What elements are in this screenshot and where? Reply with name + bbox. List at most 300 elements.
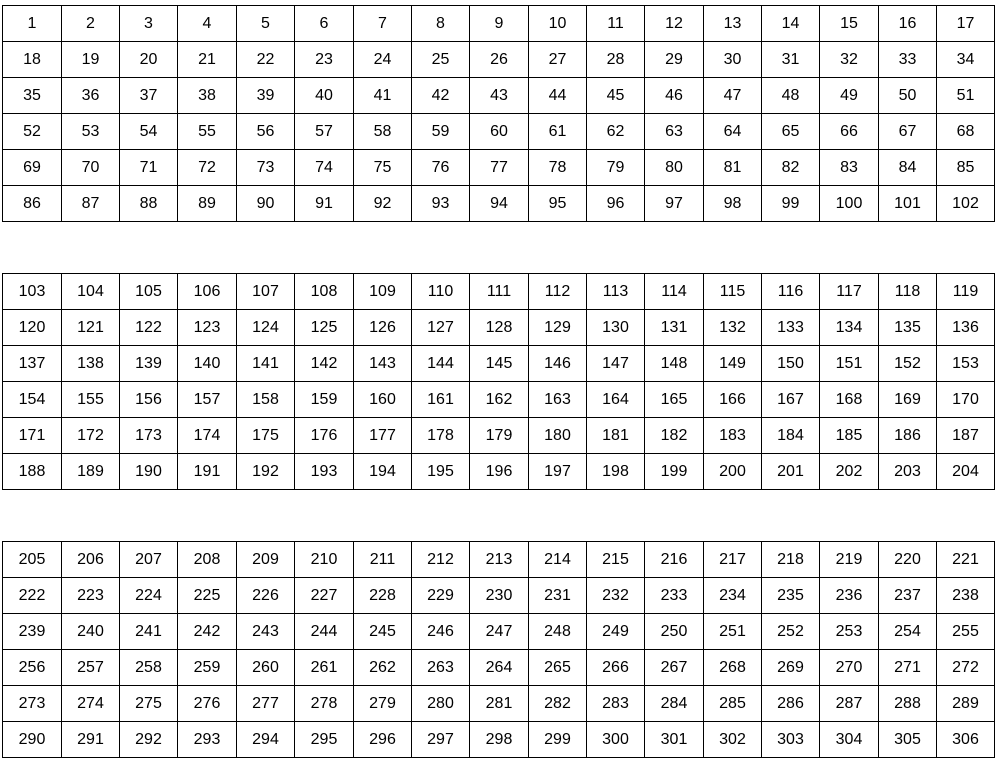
table-cell: 189 — [62, 454, 120, 490]
table-cell: 51 — [937, 78, 995, 114]
table-cell: 89 — [178, 186, 237, 222]
table-row — [3, 454, 995, 490]
table-cell: 254 — [879, 614, 937, 650]
table-cell: 104 — [62, 274, 120, 310]
table-cell: 230 — [470, 578, 529, 614]
table-cell: 170 — [937, 382, 995, 418]
table-cell: 36 — [62, 78, 120, 114]
table-cell: 240 — [62, 614, 120, 650]
table-cell: 38 — [178, 78, 237, 114]
table-cell: 244 — [295, 614, 354, 650]
table-cell: 218 — [762, 542, 820, 578]
table-cell: 2 — [62, 6, 120, 42]
table-cell: 102 — [937, 186, 995, 222]
table-cell: 53 — [62, 114, 120, 150]
table-cell: 4 — [178, 6, 237, 42]
table-cell: 207 — [120, 542, 178, 578]
table-cell: 122 — [120, 310, 178, 346]
table-cell: 34 — [937, 42, 995, 78]
table-cell: 68 — [937, 114, 995, 150]
table-cell: 236 — [820, 578, 879, 614]
table-cell: 66 — [820, 114, 879, 150]
table-cell: 110 — [412, 274, 470, 310]
table-cell: 291 — [62, 722, 120, 758]
table-cell: 280 — [412, 686, 470, 722]
table-cell: 245 — [354, 614, 412, 650]
table-cell: 190 — [120, 454, 178, 490]
table-cell: 272 — [937, 650, 995, 686]
table-cell: 10 — [529, 6, 587, 42]
table-cell: 11 — [587, 6, 645, 42]
table-cell: 159 — [295, 382, 354, 418]
number-table-3 — [2, 541, 995, 758]
table-cell: 113 — [587, 274, 645, 310]
table-cell: 52 — [3, 114, 62, 150]
table-cell: 174 — [178, 418, 237, 454]
table-cell: 69 — [3, 150, 62, 186]
table-cell: 219 — [820, 542, 879, 578]
table-row — [3, 346, 995, 382]
table-cell: 147 — [587, 346, 645, 382]
table-cell: 133 — [762, 310, 820, 346]
table-cell: 214 — [529, 542, 587, 578]
table-cell: 193 — [295, 454, 354, 490]
table-cell: 49 — [820, 78, 879, 114]
table-cell: 302 — [704, 722, 762, 758]
table-cell: 220 — [879, 542, 937, 578]
table-cell: 90 — [237, 186, 295, 222]
table-cell: 213 — [470, 542, 529, 578]
table-cell: 92 — [354, 186, 412, 222]
table-cell: 6 — [295, 6, 354, 42]
table-cell: 121 — [62, 310, 120, 346]
table-cell: 62 — [587, 114, 645, 150]
table-cell: 208 — [178, 542, 237, 578]
table-cell: 284 — [645, 686, 704, 722]
table-cell: 164 — [587, 382, 645, 418]
table-cell: 42 — [412, 78, 470, 114]
table-cell: 206 — [62, 542, 120, 578]
table-cell: 204 — [937, 454, 995, 490]
table-cell: 105 — [120, 274, 178, 310]
table-cell: 8 — [412, 6, 470, 42]
table-row — [3, 614, 995, 650]
table-cell: 258 — [120, 650, 178, 686]
table-cell: 129 — [529, 310, 587, 346]
table-cell: 283 — [587, 686, 645, 722]
table-cell: 257 — [62, 650, 120, 686]
table-cell: 251 — [704, 614, 762, 650]
table-cell: 100 — [820, 186, 879, 222]
table-cell: 306 — [937, 722, 995, 758]
table-cell: 279 — [354, 686, 412, 722]
table-cell: 22 — [237, 42, 295, 78]
table-cell: 150 — [762, 346, 820, 382]
number-table-1 — [2, 5, 995, 222]
table-cell: 50 — [879, 78, 937, 114]
table-cell: 87 — [62, 186, 120, 222]
table-cell: 177 — [354, 418, 412, 454]
table-cell: 134 — [820, 310, 879, 346]
table-row — [3, 150, 995, 186]
table-cell: 154 — [3, 382, 62, 418]
table-cell: 135 — [879, 310, 937, 346]
table-cell: 293 — [178, 722, 237, 758]
table-cell: 45 — [587, 78, 645, 114]
table-row — [3, 114, 995, 150]
table-cell: 165 — [645, 382, 704, 418]
table-cell: 231 — [529, 578, 587, 614]
table-cell: 266 — [587, 650, 645, 686]
table-cell: 180 — [529, 418, 587, 454]
table-cell: 194 — [354, 454, 412, 490]
table-cell: 80 — [645, 150, 704, 186]
table-cell: 162 — [470, 382, 529, 418]
table-cell: 296 — [354, 722, 412, 758]
number-table-2 — [2, 273, 995, 490]
table-cell: 173 — [120, 418, 178, 454]
table-cell: 298 — [470, 722, 529, 758]
table-cell: 43 — [470, 78, 529, 114]
table-cell: 76 — [412, 150, 470, 186]
table-cell: 235 — [762, 578, 820, 614]
table-cell: 114 — [645, 274, 704, 310]
table-cell: 12 — [645, 6, 704, 42]
table-cell: 95 — [529, 186, 587, 222]
table-cell: 123 — [178, 310, 237, 346]
table-cell: 304 — [820, 722, 879, 758]
table-cell: 273 — [3, 686, 62, 722]
table-cell: 15 — [820, 6, 879, 42]
table-cell: 286 — [762, 686, 820, 722]
table-cell: 197 — [529, 454, 587, 490]
table-row — [3, 542, 995, 578]
table-cell: 209 — [237, 542, 295, 578]
table-cell: 88 — [120, 186, 178, 222]
table-cell: 86 — [3, 186, 62, 222]
table-cell: 294 — [237, 722, 295, 758]
table-cell: 167 — [762, 382, 820, 418]
table-cell: 161 — [412, 382, 470, 418]
table-cell: 212 — [412, 542, 470, 578]
table-cell: 137 — [3, 346, 62, 382]
table-cell: 225 — [178, 578, 237, 614]
table-cell: 84 — [879, 150, 937, 186]
table-cell: 259 — [178, 650, 237, 686]
table-cell: 78 — [529, 150, 587, 186]
table-cell: 91 — [295, 186, 354, 222]
table-cell: 243 — [237, 614, 295, 650]
table-cell: 157 — [178, 382, 237, 418]
table-cell: 41 — [354, 78, 412, 114]
table-cell: 278 — [295, 686, 354, 722]
table-row — [3, 274, 995, 310]
table-cell: 281 — [470, 686, 529, 722]
table-cell: 301 — [645, 722, 704, 758]
table-cell: 40 — [295, 78, 354, 114]
table-cell: 23 — [295, 42, 354, 78]
table-cell: 241 — [120, 614, 178, 650]
table-cell: 163 — [529, 382, 587, 418]
table-cell: 65 — [762, 114, 820, 150]
table-cell: 184 — [762, 418, 820, 454]
table-cell: 145 — [470, 346, 529, 382]
table-cell: 168 — [820, 382, 879, 418]
table-cell: 288 — [879, 686, 937, 722]
table-cell: 289 — [937, 686, 995, 722]
table-cell: 101 — [879, 186, 937, 222]
table-cell: 223 — [62, 578, 120, 614]
table-cell: 182 — [645, 418, 704, 454]
table-cell: 64 — [704, 114, 762, 150]
table-cell: 119 — [937, 274, 995, 310]
table-cell: 44 — [529, 78, 587, 114]
table-cell: 28 — [587, 42, 645, 78]
table-cell: 282 — [529, 686, 587, 722]
table-cell: 181 — [587, 418, 645, 454]
table-cell: 71 — [120, 150, 178, 186]
table-cell: 131 — [645, 310, 704, 346]
table-cell: 60 — [470, 114, 529, 150]
table-cell: 215 — [587, 542, 645, 578]
table-cell: 267 — [645, 650, 704, 686]
table-cell: 55 — [178, 114, 237, 150]
table-cell: 195 — [412, 454, 470, 490]
table-cell: 211 — [354, 542, 412, 578]
table-row — [3, 650, 995, 686]
table-row — [3, 722, 995, 758]
table-cell: 196 — [470, 454, 529, 490]
table-cell: 75 — [354, 150, 412, 186]
table-cell: 77 — [470, 150, 529, 186]
table-cell: 176 — [295, 418, 354, 454]
table-cell: 130 — [587, 310, 645, 346]
table-cell: 228 — [354, 578, 412, 614]
table-cell: 179 — [470, 418, 529, 454]
table-cell: 185 — [820, 418, 879, 454]
table-cell: 255 — [937, 614, 995, 650]
table-cell: 96 — [587, 186, 645, 222]
table-cell: 256 — [3, 650, 62, 686]
table-cell: 205 — [3, 542, 62, 578]
table-cell: 149 — [704, 346, 762, 382]
table-cell: 305 — [879, 722, 937, 758]
table-cell: 115 — [704, 274, 762, 310]
table-cell: 127 — [412, 310, 470, 346]
table-cell: 247 — [470, 614, 529, 650]
table-cell: 262 — [354, 650, 412, 686]
table-cell: 201 — [762, 454, 820, 490]
table-row — [3, 578, 995, 614]
table-cell: 97 — [645, 186, 704, 222]
table-cell: 108 — [295, 274, 354, 310]
table-cell: 30 — [704, 42, 762, 78]
table-cell: 216 — [645, 542, 704, 578]
table-cell: 128 — [470, 310, 529, 346]
table-cell: 264 — [470, 650, 529, 686]
table-cell: 246 — [412, 614, 470, 650]
table-cell: 125 — [295, 310, 354, 346]
table-cell: 72 — [178, 150, 237, 186]
table-row — [3, 382, 995, 418]
table-cell: 239 — [3, 614, 62, 650]
table-cell: 27 — [529, 42, 587, 78]
table-cell: 285 — [704, 686, 762, 722]
table-cell: 120 — [3, 310, 62, 346]
table-cell: 35 — [3, 78, 62, 114]
table-cell: 277 — [237, 686, 295, 722]
table-cell: 200 — [704, 454, 762, 490]
table-cell: 192 — [237, 454, 295, 490]
table-cell: 155 — [62, 382, 120, 418]
table-cell: 224 — [120, 578, 178, 614]
table-cell: 143 — [354, 346, 412, 382]
table-cell: 54 — [120, 114, 178, 150]
table-cell: 29 — [645, 42, 704, 78]
table-cell: 5 — [237, 6, 295, 42]
table-cell: 24 — [354, 42, 412, 78]
table-cell: 160 — [354, 382, 412, 418]
table-cell: 260 — [237, 650, 295, 686]
table-cell: 169 — [879, 382, 937, 418]
table-cell: 270 — [820, 650, 879, 686]
table-cell: 7 — [354, 6, 412, 42]
table-cell: 156 — [120, 382, 178, 418]
table-cell: 148 — [645, 346, 704, 382]
table-cell: 275 — [120, 686, 178, 722]
table-row — [3, 186, 995, 222]
table-cell: 67 — [879, 114, 937, 150]
table-cell: 242 — [178, 614, 237, 650]
table-cell: 210 — [295, 542, 354, 578]
table-cell: 178 — [412, 418, 470, 454]
table-cell: 21 — [178, 42, 237, 78]
table-cell: 297 — [412, 722, 470, 758]
table-cell: 73 — [237, 150, 295, 186]
table-cell: 172 — [62, 418, 120, 454]
table-row — [3, 310, 995, 346]
table-cell: 83 — [820, 150, 879, 186]
table-cell: 175 — [237, 418, 295, 454]
table-cell: 37 — [120, 78, 178, 114]
table-cell: 232 — [587, 578, 645, 614]
table-cell: 144 — [412, 346, 470, 382]
table-cell: 46 — [645, 78, 704, 114]
table-cell: 299 — [529, 722, 587, 758]
table-cell: 39 — [237, 78, 295, 114]
table-cell: 248 — [529, 614, 587, 650]
table-row — [3, 686, 995, 722]
table-cell: 227 — [295, 578, 354, 614]
table-cell: 233 — [645, 578, 704, 614]
table-cell: 9 — [470, 6, 529, 42]
table-cell: 183 — [704, 418, 762, 454]
table-cell: 126 — [354, 310, 412, 346]
table-cell: 81 — [704, 150, 762, 186]
table-cell: 187 — [937, 418, 995, 454]
table-cell: 276 — [178, 686, 237, 722]
table-cell: 249 — [587, 614, 645, 650]
table-cell: 142 — [295, 346, 354, 382]
table-cell: 222 — [3, 578, 62, 614]
table-cell: 141 — [237, 346, 295, 382]
table-cell: 106 — [178, 274, 237, 310]
table-cell: 1 — [3, 6, 62, 42]
table-cell: 226 — [237, 578, 295, 614]
table-row — [3, 42, 995, 78]
table-cell: 295 — [295, 722, 354, 758]
table-cell: 153 — [937, 346, 995, 382]
table-cell: 217 — [704, 542, 762, 578]
table-cell: 234 — [704, 578, 762, 614]
table-cell: 25 — [412, 42, 470, 78]
table-cell: 117 — [820, 274, 879, 310]
table-cell: 74 — [295, 150, 354, 186]
table-cell: 268 — [704, 650, 762, 686]
table-cell: 265 — [529, 650, 587, 686]
table-cell: 166 — [704, 382, 762, 418]
table-cell: 94 — [470, 186, 529, 222]
table-cell: 33 — [879, 42, 937, 78]
table-cell: 199 — [645, 454, 704, 490]
table-cell: 263 — [412, 650, 470, 686]
table-cell: 171 — [3, 418, 62, 454]
table-cell: 56 — [237, 114, 295, 150]
table-cell: 47 — [704, 78, 762, 114]
table-cell: 118 — [879, 274, 937, 310]
table-cell: 132 — [704, 310, 762, 346]
table-cell: 158 — [237, 382, 295, 418]
table-cell: 59 — [412, 114, 470, 150]
table-cell: 261 — [295, 650, 354, 686]
table-cell: 17 — [937, 6, 995, 42]
table-cell: 271 — [879, 650, 937, 686]
table-cell: 3 — [120, 6, 178, 42]
table-cell: 139 — [120, 346, 178, 382]
table-cell: 16 — [879, 6, 937, 42]
table-cell: 63 — [645, 114, 704, 150]
table-cell: 58 — [354, 114, 412, 150]
table-cell: 198 — [587, 454, 645, 490]
table-cell: 229 — [412, 578, 470, 614]
table-cell: 99 — [762, 186, 820, 222]
table-cell: 103 — [3, 274, 62, 310]
table-cell: 237 — [879, 578, 937, 614]
table-cell: 253 — [820, 614, 879, 650]
table-cell: 250 — [645, 614, 704, 650]
table-cell: 26 — [470, 42, 529, 78]
table-cell: 300 — [587, 722, 645, 758]
table-cell: 203 — [879, 454, 937, 490]
table-row — [3, 78, 995, 114]
table-cell: 107 — [237, 274, 295, 310]
table-cell: 98 — [704, 186, 762, 222]
table-cell: 151 — [820, 346, 879, 382]
table-cell: 32 — [820, 42, 879, 78]
table-cell: 93 — [412, 186, 470, 222]
table-cell: 292 — [120, 722, 178, 758]
table-cell: 124 — [237, 310, 295, 346]
table-cell: 48 — [762, 78, 820, 114]
table-cell: 138 — [62, 346, 120, 382]
table-cell: 70 — [62, 150, 120, 186]
table-cell: 287 — [820, 686, 879, 722]
table-cell: 140 — [178, 346, 237, 382]
table-cell: 152 — [879, 346, 937, 382]
table-cell: 146 — [529, 346, 587, 382]
table-cell: 188 — [3, 454, 62, 490]
table-cell: 136 — [937, 310, 995, 346]
